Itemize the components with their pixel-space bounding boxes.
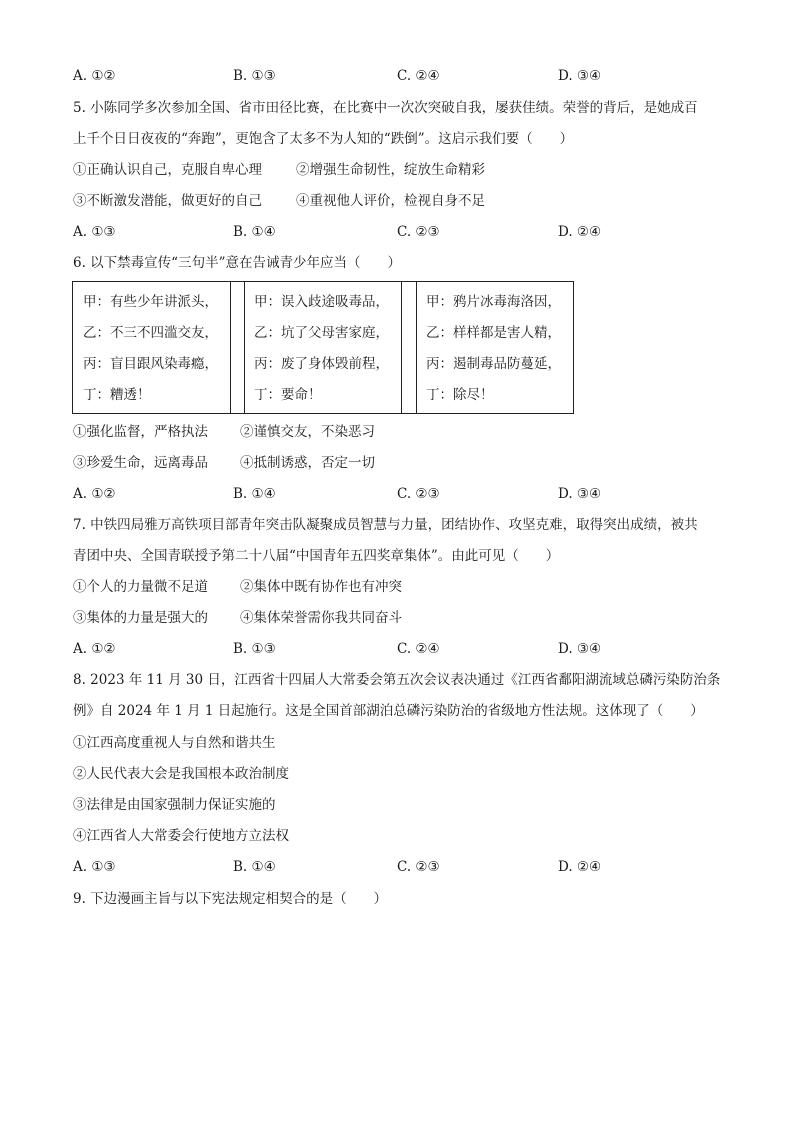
q8-choice-1: ①江西高度重视人与自然和谐共生 bbox=[73, 735, 276, 751]
q6-choice-1: ①强化监督，严格执法 bbox=[73, 424, 208, 440]
column-divider bbox=[401, 282, 402, 413]
q7-choice-2: ②集体中既有协作也有冲突 bbox=[240, 579, 402, 595]
q5-stem-line1: 5. 小陈同学多次参加全国、省市田径比赛，在比赛中一次次突破自我，屡获佳绩。荣誉的背后，是她成百 bbox=[73, 100, 698, 116]
q4-option-d: D. ③④ bbox=[558, 68, 602, 84]
q5-choice-3: ③不断激发潜能，做更好的自己 bbox=[73, 193, 262, 209]
q8-option-c: C. ②③ bbox=[397, 859, 440, 875]
q7-stem-line1: 7. 中铁四局雅万高铁项目部青年突击队凝聚成员智慧与力量，团结协作、攻坚克难，取得突出成绩，被共 bbox=[73, 517, 698, 533]
q8-option-d: D. ②④ bbox=[558, 859, 602, 875]
poster-line: 甲：鸦片冰毒海洛因， bbox=[426, 294, 561, 310]
q8-choice-3: ③法律是由国家强制力保证实施的 bbox=[73, 797, 276, 813]
q6-option-c: C. ②③ bbox=[397, 486, 440, 502]
q7-option-a: A. ①② bbox=[73, 641, 116, 657]
q9-stem: 9. 下边漫画主旨与以下宪法规定相契合的是（ ） bbox=[73, 891, 388, 907]
poster-line: 乙：坑了父母害家庭， bbox=[254, 325, 389, 341]
q7-choice-1: ①个人的力量微不足道 bbox=[73, 579, 208, 595]
poster-line: 丙：废了身体毁前程， bbox=[254, 356, 389, 372]
q5-choice-4: ④重视他人评价，检视自身不足 bbox=[296, 193, 485, 209]
q5-option-d: D. ②④ bbox=[558, 224, 602, 240]
q4-option-b: B. ①③ bbox=[233, 68, 276, 84]
poster-line: 甲：有些少年讲派头， bbox=[83, 294, 218, 310]
q6-choice-2: ②谨慎交友，不染恶习 bbox=[240, 424, 375, 440]
q7-option-d: D. ③④ bbox=[558, 641, 602, 657]
q4-options bbox=[73, 66, 733, 86]
anti-drug-poster-table bbox=[72, 281, 574, 414]
q7-choice-4: ④集体荣誉需你我共同奋斗 bbox=[240, 610, 402, 626]
q4-option-a: A. ①② bbox=[73, 68, 116, 84]
q8-stem-line2: 例》自 2024 年 1 月 1 日起施行。这是全国首部湖泊总磷污染防治的省级地方性法规。这体现了（ ） bbox=[73, 703, 704, 719]
q5-option-c: C. ②③ bbox=[397, 224, 440, 240]
q6-choice-3: ③珍爱生命，远离毒品 bbox=[73, 455, 208, 471]
poster-line: 甲：误入歧途吸毒品， bbox=[254, 294, 389, 310]
poster-line: 丙：遏制毒品防蔓延， bbox=[426, 356, 561, 372]
q6-option-d: D. ③④ bbox=[558, 486, 602, 502]
q4-option-c: C. ②④ bbox=[397, 68, 440, 84]
q5-option-b: B. ①④ bbox=[233, 224, 276, 240]
poster-column-1 bbox=[73, 282, 233, 413]
poster-line: 丁：要命！ bbox=[254, 387, 322, 403]
q6-stem: 6. 以下禁毒宣传“三句半”意在告诫青少年应当（ ） bbox=[73, 255, 401, 271]
q6-option-b: B. ①④ bbox=[233, 486, 276, 502]
q5-stem-line2: 上千个日日夜夜的“奔跑”，更饱含了太多不为人知的“跌倒”。这启示我们要（ ） bbox=[73, 131, 574, 147]
column-divider bbox=[230, 282, 231, 413]
poster-line: 乙：样样都是害人精， bbox=[426, 325, 561, 341]
q6-options bbox=[73, 484, 733, 504]
q7-choice-3: ③集体的力量是强大的 bbox=[73, 610, 208, 626]
q6-option-a: A. ①② bbox=[73, 486, 116, 502]
q6-choice-4: ④抵制诱惑，否定一切 bbox=[240, 455, 375, 471]
q5-choice-2: ②增强生命韧性，绽放生命精彩 bbox=[296, 162, 485, 178]
poster-line: 丁：除尽！ bbox=[426, 387, 494, 403]
q8-option-b: B. ①④ bbox=[233, 859, 276, 875]
poster-line: 丁：糟透！ bbox=[83, 387, 151, 403]
q8-choice-2: ②人民代表大会是我国根本政治制度 bbox=[73, 766, 289, 782]
q8-options bbox=[73, 857, 733, 877]
q7-option-b: B. ①③ bbox=[233, 641, 276, 657]
poster-column-2 bbox=[244, 282, 402, 413]
poster-column-3 bbox=[416, 282, 573, 413]
poster-line: 丙：盲目跟风染毒瘾， bbox=[83, 356, 218, 372]
q7-option-c: C. ②④ bbox=[397, 641, 440, 657]
q5-options bbox=[73, 222, 733, 242]
q8-option-a: A. ①③ bbox=[73, 859, 116, 875]
q7-stem-line2: 青团中央、全国青联授予第二十八届“中国青年五四奖章集体”。由此可见（ ） bbox=[73, 548, 560, 564]
q8-stem-line1: 8. 2023 年 11 月 30 日，江西省十四届人大常委会第五次会议表决通过《江西省鄱阳湖流域总磷污染防治条 bbox=[73, 672, 721, 688]
q5-option-a: A. ①③ bbox=[73, 224, 116, 240]
q5-choice-1: ①正确认识自己，克服自卑心理 bbox=[73, 162, 262, 178]
poster-line: 乙：不三不四滥交友， bbox=[83, 325, 218, 341]
q8-choice-4: ④江西省人大常委会行使地方立法权 bbox=[73, 828, 289, 844]
q7-options bbox=[73, 639, 733, 659]
